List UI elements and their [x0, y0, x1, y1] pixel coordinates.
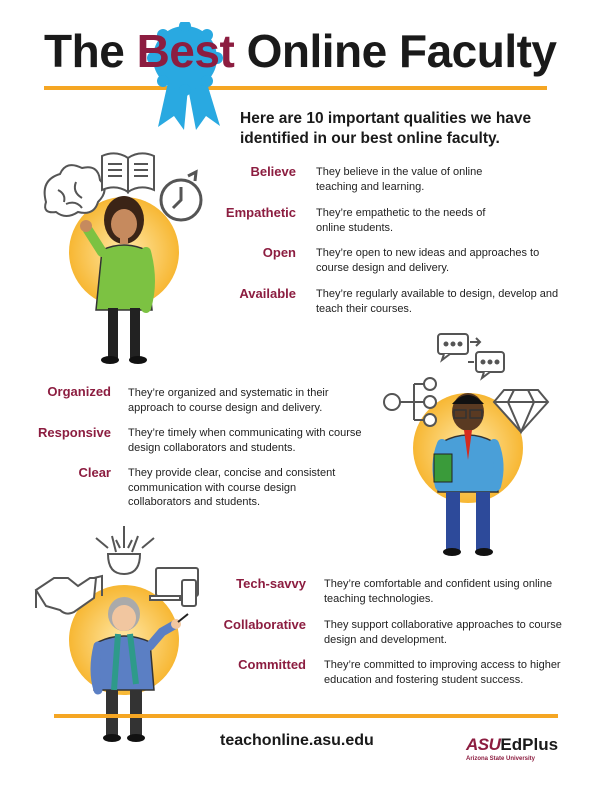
title-underline — [44, 86, 547, 90]
chat-bubbles-icon — [438, 334, 504, 378]
logo-asu-text: ASU — [466, 735, 501, 754]
quality-label-empathetic: Empathetic — [225, 205, 296, 220]
quality-label-clear: Clear — [78, 465, 111, 480]
quality-label-open: Open — [262, 245, 296, 260]
quality-desc-committed: They’re committed to improving access to higher education and fostering student success. — [324, 659, 561, 686]
quality-desc-believe: They believe in the value of online teaching and learning. — [316, 166, 483, 193]
quality-label-collaborative: Collaborative — [223, 617, 306, 632]
book-icon — [102, 153, 154, 192]
page-title — [44, 24, 557, 84]
man-faculty-illustration — [380, 330, 555, 558]
quality-label-organized: Organized — [47, 384, 111, 399]
quality-label-committed: Committed — [238, 657, 306, 672]
title-highlight: Best — [136, 25, 235, 77]
quality-desc-collaborative: They support collaborative approaches to course design and development. — [324, 619, 562, 646]
quality-desc-empathetic: They’re empathetic to the needs of online students. — [316, 207, 486, 234]
idea-burst-icon — [96, 526, 154, 574]
devices-icon — [150, 568, 198, 606]
logo-edplus-text: EdPlus — [500, 735, 559, 754]
intro-text: Here are 10 important qualities we have identified in our best online faculty. — [240, 110, 532, 147]
footer-url-link[interactable]: teachonline.asu.edu — [220, 732, 374, 749]
quality-desc-open: They’re open to new ideas and approaches to course design and delivery. — [316, 247, 540, 274]
asu-edplus-logo — [466, 735, 558, 755]
clock-icon — [161, 172, 201, 220]
woman-faculty-illustration — [36, 142, 216, 367]
network-icon — [384, 378, 436, 426]
quality-desc-tech-savvy: They’re comfortable and confident using online teaching technologies. — [324, 578, 553, 605]
quality-label-tech-savvy: Tech-savvy — [236, 576, 306, 591]
title-prefix: The — [44, 25, 125, 77]
logo-subtitle: Arizona State University — [466, 756, 536, 762]
quality-desc-responsive: They’re timely when communicating with course design collaborators and students. — [128, 427, 362, 454]
title-suffix: Online Faculty — [246, 25, 557, 77]
quality-desc-available: They’re regularly available to design, develop and teach their courses. — [316, 288, 559, 315]
quality-label-available: Available — [239, 286, 296, 301]
quality-desc-clear: They provide clear, concise and consistent communication with course design collaborators and students. — [128, 467, 336, 508]
brain-icon — [45, 165, 105, 216]
footer-divider — [54, 714, 558, 718]
quality-label-responsive: Responsive — [38, 425, 111, 440]
quality-desc-organized: They’re organized and systematic in their approach to course design and delivery. — [128, 387, 329, 414]
senior-faculty-illustration — [32, 518, 217, 746]
quality-label-believe: Believe — [250, 164, 296, 179]
